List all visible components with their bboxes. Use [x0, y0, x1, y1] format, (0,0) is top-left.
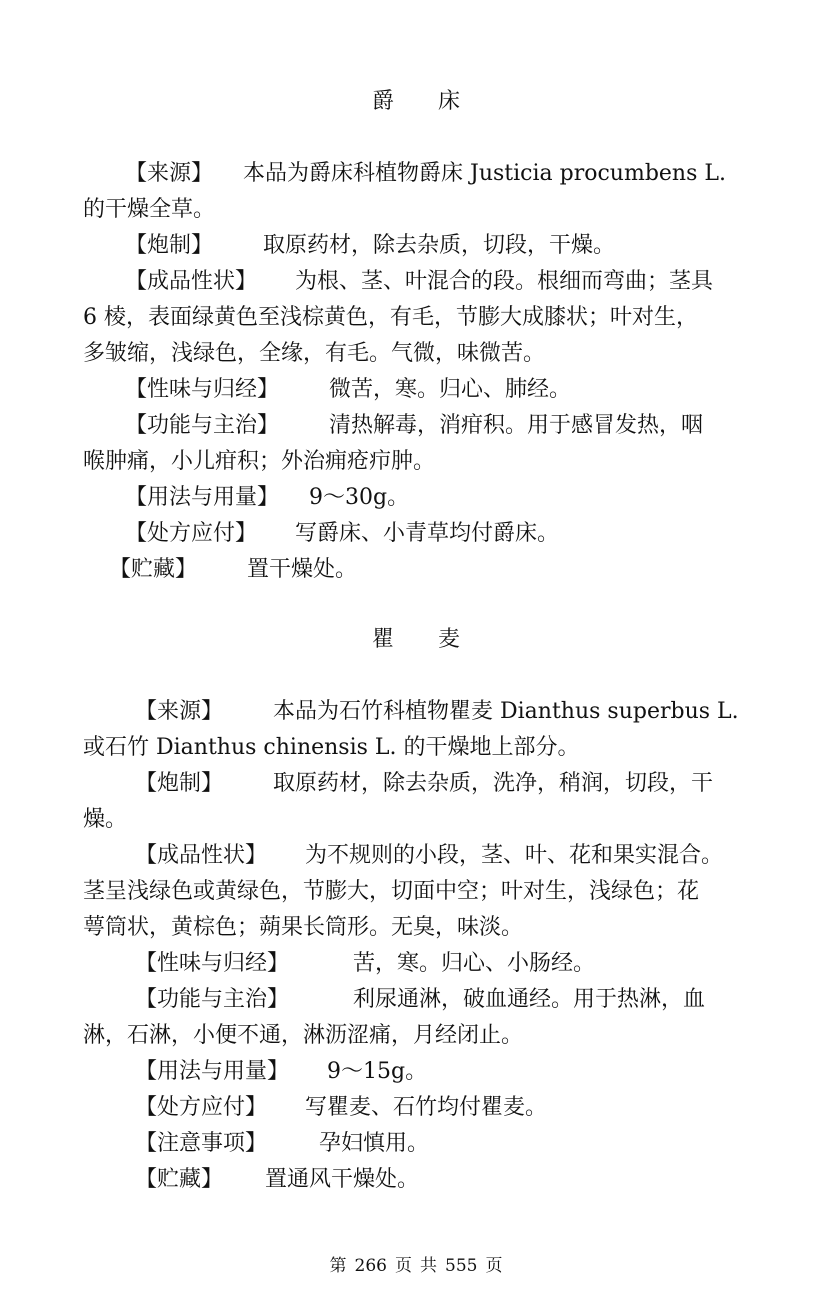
text-line: [83, 802, 751, 838]
section-text: 6 棱，表面绿黄色至浅棕黄色，有毛，节膨大成膝状；叶对生，: [83, 305, 698, 330]
section-text: 孕妇慎用。: [319, 1131, 430, 1156]
page-footer: [0, 1252, 832, 1280]
section-text: 本品为爵床科植物爵床 Justicia procumbens L.: [243, 161, 726, 186]
entry-title: [0, 622, 832, 658]
text-line: [83, 336, 751, 372]
section-label: 【用法与用量】: [135, 1059, 290, 1084]
section-label: 【用法与用量】: [125, 485, 280, 510]
section-label: 【功能与主治】: [125, 413, 280, 438]
nature-line: [83, 372, 751, 408]
section-text: 为不规则的小段，茎、叶、花和果实混合。: [305, 843, 724, 868]
title-char: 麦: [438, 627, 461, 652]
section-text: 写瞿麦、石竹均付瞿麦。: [305, 1095, 548, 1120]
section-label: 【来源】: [125, 161, 214, 186]
text-line: [83, 1018, 751, 1054]
footer-word: 页: [395, 1256, 412, 1276]
text-line: [83, 192, 751, 228]
section-text: 萼筒状，黄棕色；蒴果长筒形。无臭，味淡。: [83, 915, 524, 940]
properties-line: [83, 264, 751, 300]
text-line: [83, 444, 751, 480]
processing-line: [83, 766, 751, 802]
entry-title: [0, 84, 832, 120]
section-label: 【贮藏】: [109, 557, 198, 582]
storage-line: [83, 552, 751, 588]
section-label: 【注意事项】: [135, 1131, 268, 1156]
section-text: 利尿通淋，破血通经。用于热淋，血: [353, 987, 706, 1012]
section-text: 置干燥处。: [247, 557, 358, 582]
section-label: 【功能与主治】: [135, 987, 290, 1012]
section-label: 【炮制】: [125, 233, 214, 258]
section-label: 【炮制】: [135, 771, 224, 796]
dosage-line: [83, 1054, 751, 1090]
section-text: 燥。: [83, 807, 128, 832]
section-label: 【性味与归经】: [135, 951, 290, 976]
section-text: 的干燥全草。: [83, 197, 216, 222]
function-line: [83, 408, 751, 444]
text-line: [83, 300, 751, 336]
nature-line: [83, 946, 751, 982]
section-text: 置通风干燥处。: [265, 1167, 420, 1192]
section-text: 苦，寒。归心、小肠经。: [353, 951, 596, 976]
caution-line: [83, 1126, 751, 1162]
section-label: 【处方应付】: [135, 1095, 268, 1120]
source-line: [83, 156, 751, 192]
dosage-line: [83, 480, 751, 516]
section-text: 喉肿痛，小儿疳积；外治痈疮疖肿。: [83, 449, 436, 474]
section-label: 【贮藏】: [135, 1167, 224, 1192]
section-text: 为根、茎、叶混合的段。根细而弯曲；茎具: [295, 269, 714, 294]
text-line: [83, 910, 751, 946]
section-text: 取原药材，除去杂质，切段，干燥。: [263, 233, 616, 258]
section-text: 淋，石淋，小便不通，淋沥涩痛，月经闭止。: [83, 1023, 524, 1048]
properties-line: [83, 838, 751, 874]
section-text: 茎呈浅绿色或黄绿色，节膨大，切面中空；叶对生，浅绿色；花: [83, 879, 700, 904]
current-page-number: 266: [354, 1256, 387, 1276]
section-text: 清热解毒，消疳积。用于感冒发热，咽: [329, 413, 704, 438]
function-line: [83, 982, 751, 1018]
processing-line: [83, 228, 751, 264]
total-page-number: 555: [445, 1256, 478, 1276]
prescription-line: [83, 516, 751, 552]
text-line: [83, 730, 751, 766]
section-text: 微苦，寒。归心、肺经。: [329, 377, 572, 402]
footer-word: 第: [329, 1256, 347, 1276]
source-line: [83, 694, 751, 730]
section-label: 【性味与归经】: [125, 377, 280, 402]
section-label: 【成品性状】: [135, 843, 268, 868]
footer-word: 页: [485, 1256, 503, 1276]
section-text: 本品为石竹科植物瞿麦 Dianthus superbus L.: [273, 699, 739, 724]
section-label: 【处方应付】: [125, 521, 258, 546]
storage-line: [83, 1162, 751, 1198]
section-text: 多皱缩，浅绿色，全缘，有毛。气微，味微苦。: [83, 341, 546, 366]
section-text: 写爵床、小青草均付爵床。: [295, 521, 560, 546]
text-line: [83, 874, 751, 910]
title-char: 爵: [371, 89, 394, 114]
section-text: 9～30g。: [309, 485, 410, 510]
footer-word: 共: [420, 1256, 437, 1276]
prescription-line: [83, 1090, 751, 1126]
title-char: 瞿: [371, 627, 394, 652]
section-text: 9～15g。: [327, 1059, 428, 1084]
section-label: 【来源】: [135, 699, 224, 724]
section-text: 或石竹 Dianthus chinensis L. 的干燥地上部分。: [83, 735, 580, 760]
section-text: 取原药材，除去杂质，洗净，稍润，切段，干: [273, 771, 714, 796]
title-char: 床: [438, 89, 461, 114]
section-label: 【成品性状】: [125, 269, 258, 294]
